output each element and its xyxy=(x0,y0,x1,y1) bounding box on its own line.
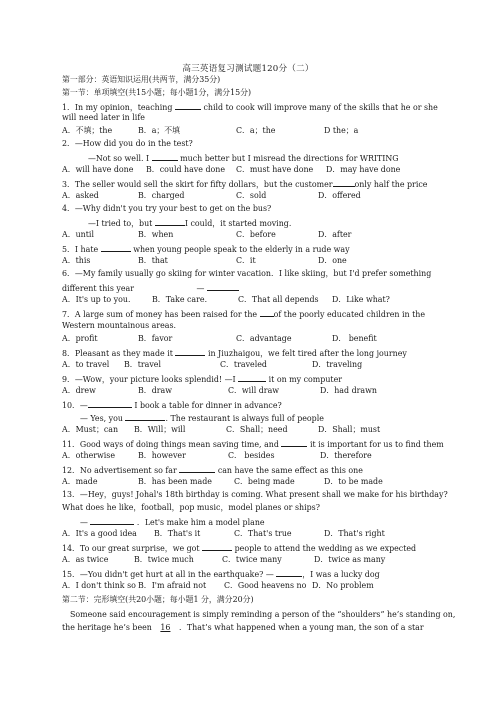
q15-option-b: B．I'm afraid not xyxy=(138,581,207,590)
q10-text-c: — Yes, you xyxy=(80,414,123,423)
q11-option-b: B．however xyxy=(138,451,186,460)
question-11 xyxy=(62,438,444,450)
passage-text-b: ．That’s what happened when a young man, the son of a star xyxy=(178,623,424,632)
q7-blank xyxy=(260,308,274,317)
q5-option-b: B．that xyxy=(138,256,168,265)
passage-text-a: the heritage he’s been xyxy=(62,623,152,632)
q8-option-b: B．travel xyxy=(124,360,161,369)
part1-header: 第一部分：英语知识运用(共两节，满分35分) xyxy=(62,75,221,84)
q4-text-a: —I tried to，but xyxy=(88,219,153,228)
q10-blank-2 xyxy=(125,412,165,421)
q6-text-b: — xyxy=(196,284,205,293)
q1-option-c: C．a；the xyxy=(236,126,276,135)
q4-options xyxy=(62,230,351,240)
q13-blank xyxy=(90,516,134,525)
q9-option-d: D．had drawn xyxy=(320,386,377,395)
q5-option-d: D．one xyxy=(318,256,347,265)
q4-option-d: D．after xyxy=(318,230,352,239)
q2-option-d: D．may have done xyxy=(326,165,401,174)
q10-option-c: C．Shall；need xyxy=(226,425,288,434)
q10-option-b: B．Will；will xyxy=(134,425,186,434)
q4-text-b: I could，it started moving. xyxy=(184,219,292,228)
q5-option-a: A．this xyxy=(62,256,91,265)
q2-line2 xyxy=(88,152,399,164)
q6-option-d: D．Like what? xyxy=(332,295,390,304)
q12-option-d: D．to be made xyxy=(324,477,383,486)
q1-option-d: D the；a xyxy=(324,126,359,135)
q5-text-b: when young people speak to the elderly in a rude way xyxy=(133,245,350,254)
cloze-blank-16: 16 xyxy=(160,623,171,632)
q3-text-a: 3．The seller would sell the skirt for fifty dollars，but the customer xyxy=(62,180,333,189)
q6-option-c: C．That all depends xyxy=(238,295,319,304)
q3-options xyxy=(62,191,361,201)
q1-suffix: child to cook will improve many of the skills that he or she xyxy=(203,103,438,112)
q15-option-c: C．Good heavens no xyxy=(224,581,307,590)
q13-line2: What does he like，football，pop music，model planes or ships? xyxy=(62,503,320,512)
q14-text-b: people to attend the wedding as we expected xyxy=(234,544,417,553)
q11-option-d: D．therefore xyxy=(320,451,372,460)
q1-option-a: A．不填；the xyxy=(62,126,113,135)
q2-blank xyxy=(152,152,178,161)
q13-option-b: B．That's it xyxy=(154,529,201,538)
q9-option-b: B．draw xyxy=(138,386,172,395)
question-1 xyxy=(62,101,438,113)
q7-options xyxy=(62,334,377,344)
q11-blank xyxy=(281,438,307,447)
q9-option-a: A．drew xyxy=(62,386,96,395)
q4-blank xyxy=(155,217,185,226)
q7-option-d: D． benefit xyxy=(332,334,377,343)
q10-blank-1 xyxy=(88,399,132,408)
q7-text-a: 7．A large sum of money has been raised for the xyxy=(62,310,258,319)
q3-option-c: C．sold xyxy=(236,191,267,200)
q15-options xyxy=(62,581,374,591)
q3-option-d: D．offered xyxy=(318,191,361,200)
q3-text-b: only half the price xyxy=(354,180,428,189)
q14-option-c: C．twice many xyxy=(222,555,282,564)
q1-continuation: will need later in life xyxy=(62,113,145,122)
q13-option-c: C．That's true xyxy=(234,529,292,538)
q2-text-b: much better but I misread the directions for WRITING xyxy=(180,154,399,163)
q12-text-b: can have the same effect as this one xyxy=(217,466,363,475)
q7-text-b: of the poorly educated children in the xyxy=(273,310,426,319)
q1-prefix: 1．In my opinion，teaching xyxy=(62,103,173,112)
q5-option-c: C．it xyxy=(236,256,256,265)
q1-options xyxy=(62,126,358,136)
q14-blank xyxy=(202,542,232,551)
q12-option-b: B．has been made xyxy=(138,477,212,486)
q8-options xyxy=(62,360,362,370)
q15-blank xyxy=(276,568,302,577)
q6-blank xyxy=(207,282,239,291)
q5-text-a: 5．I hate xyxy=(62,245,99,254)
q8-text-a: 8．Pleasant as they made it xyxy=(62,349,173,358)
q12-blank xyxy=(179,464,215,473)
q4-line1: 4．—Why didn't you try your best to get on the bus? xyxy=(62,204,272,213)
q9-blank xyxy=(238,373,266,382)
q4-line2 xyxy=(88,217,291,229)
q8-blank xyxy=(175,347,205,356)
q13-options xyxy=(62,529,385,539)
q13-text-b: ．Let's make him a model plane xyxy=(136,518,265,527)
q2-text-a: —Not so well. I xyxy=(88,154,150,163)
q9-options xyxy=(62,386,377,396)
q12-options xyxy=(62,477,383,487)
q11-options xyxy=(62,451,372,461)
q8-option-c: C．traveled xyxy=(220,360,267,369)
q15-option-d: D．No problem xyxy=(312,581,374,590)
q2-option-a: A．will have done xyxy=(62,165,134,174)
q2-line1: 2．—How did you do in the test? xyxy=(62,139,193,148)
q5-options xyxy=(62,256,347,266)
q4-option-c: C．before xyxy=(236,230,276,239)
question-12 xyxy=(62,464,363,476)
q13-line3 xyxy=(80,516,265,528)
q7-option-b: B．favor xyxy=(138,334,173,343)
q9-text-a: 9．—Wow，your picture looks splendid! —I xyxy=(62,375,236,384)
q14-options xyxy=(62,555,385,565)
q13-option-d: D．That's right xyxy=(324,529,385,538)
q6-text-a: different this year xyxy=(62,284,134,293)
q2-option-b: B．could have done xyxy=(146,165,225,174)
q14-option-a: A．as twice xyxy=(62,555,109,564)
question-5 xyxy=(62,243,350,255)
q15-text-b: ，I was a lucky dog xyxy=(302,570,380,579)
q6-option-b: B．Take care． xyxy=(152,295,213,304)
q6-line1: 6．—My family usually go skiing for winter vacation．I like skiing，but I'd prefer something xyxy=(62,269,432,278)
q13-option-a: A．It's a good idea xyxy=(62,529,137,538)
q8-option-a: A．to travel xyxy=(62,360,110,369)
q2-options xyxy=(62,165,400,175)
q7-option-c: C．advantage xyxy=(236,334,292,343)
q6-options xyxy=(62,295,390,305)
q3-option-b: B．charged xyxy=(138,191,185,200)
section1-header: 第一节：单项填空(共15小题；每小题1分，满分15分) xyxy=(62,88,252,97)
q10-line2 xyxy=(80,412,324,424)
q10-text-a: 10．— xyxy=(62,401,88,410)
q10-option-a: A．Must；can xyxy=(62,425,119,434)
q10-text-d: . The restaurant is always full of people xyxy=(165,414,324,423)
q12-option-c: C．being made xyxy=(234,477,295,486)
q8-text-b: in Jiuzhaigou，we felt tired after the long journey xyxy=(207,349,407,358)
question-9 xyxy=(62,373,342,385)
q14-option-d: D．twice as many xyxy=(314,555,386,564)
q11-option-c: C． besides xyxy=(228,451,275,460)
q9-option-c: C．will draw xyxy=(228,386,280,395)
q1-option-b: B．a；不填 xyxy=(138,126,181,135)
q10-options xyxy=(62,425,380,435)
q13-line1: 13．—Hey，guys! Johal's 18th birthday is coming. What present shall we make for his birthday? xyxy=(62,490,448,499)
q10-option-d: D．Shall；must xyxy=(318,425,381,434)
passage-line2 xyxy=(62,623,424,633)
q8-option-d: D．traveling xyxy=(312,360,363,369)
q1-blank xyxy=(175,101,201,110)
q11-text-a: 11．Good ways of doing things mean saving time, and xyxy=(62,440,279,449)
q5-blank xyxy=(101,243,131,252)
question-7 xyxy=(62,308,425,320)
section2-header: 第二节：完形填空(共20小题；每小题1 分，满分20分) xyxy=(62,595,254,604)
q15-text-a: 15．—You didn't get hurt at all in the earthquake? — xyxy=(62,570,274,579)
q4-option-a: A．until xyxy=(62,230,94,239)
q15-option-a: A．I don't think so xyxy=(62,581,136,590)
q14-option-b: B．twice much xyxy=(134,555,194,564)
q6-line2 xyxy=(62,282,239,294)
q7-continuation: Western mountainous areas. xyxy=(62,321,177,330)
q4-option-b: B．when xyxy=(138,230,174,239)
question-8 xyxy=(62,347,407,359)
question-15 xyxy=(62,568,380,580)
q10-line1 xyxy=(62,399,282,411)
q11-text-b: it is important for us to find them xyxy=(309,440,444,449)
q12-option-a: A．made xyxy=(62,477,98,486)
q9-text-b: it on my computer xyxy=(268,375,343,384)
q13-text-a: — xyxy=(80,518,88,527)
question-14 xyxy=(62,542,416,554)
q7-option-a: A．profit xyxy=(62,334,98,343)
q3-option-a: A．asked xyxy=(62,191,99,200)
page-title: 高三英语复习测试题120分（二） xyxy=(182,64,314,74)
q6-option-a: A．It's up to you． xyxy=(62,295,136,304)
q10-text-b: I book a table for dinner in advance? xyxy=(134,401,282,410)
q11-option-a: A．otherwise xyxy=(62,451,116,460)
q14-text-a: 14．To our great surprise，we got xyxy=(62,544,200,553)
question-3 xyxy=(62,178,427,190)
q12-text-a: 12．No advertisement so far xyxy=(62,466,177,475)
passage-line1: Someone said encouragement is simply reminding a person of the “shoulders” he’s standing on, xyxy=(70,610,456,619)
q2-option-c: C．must have done xyxy=(236,165,314,174)
q3-blank xyxy=(333,178,355,187)
